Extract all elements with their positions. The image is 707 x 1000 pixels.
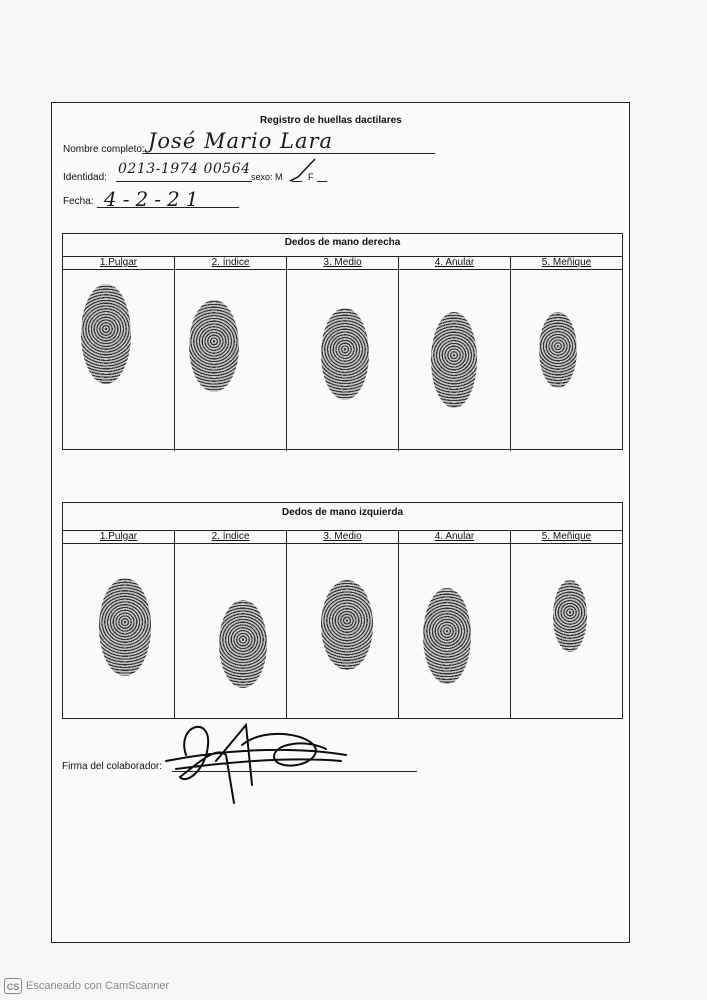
identidad-label: Identidad: [63,172,107,183]
right-pinky-print [539,312,577,388]
right-col-pinky: 5. Meñique [541,257,592,268]
right-index-print [189,300,239,392]
left-col-middle: 3. Medio [287,531,399,543]
left-ring-print [423,588,471,684]
nombre-value: José Mario Lara [148,129,334,153]
right-hand-heading: Dedos de mano derecha [63,234,622,257]
right-index-cell [175,270,287,451]
right-hand-columns [63,257,622,270]
left-thumb-cell [63,544,175,718]
left-thumb-print [99,578,151,676]
left-col-pinky: 5. Meñique [541,531,592,542]
signature-label: Firma del colaborador: [62,761,163,772]
sexo-f-line [317,181,327,182]
fingerprint-form [51,102,630,943]
nombre-line [142,153,435,154]
nombre-label: Nombre completo: [63,144,145,155]
left-middle-print [321,580,373,670]
fecha-value: 4-2-21 [104,187,205,211]
left-col-index: 2. índice [175,531,287,543]
camscanner-logo-icon: CS [4,978,22,994]
right-ring-cell [399,270,511,451]
sexo-f-label: F [308,172,314,182]
left-middle-cell [287,544,399,718]
right-middle-print [321,308,369,400]
left-col-thumb: 1.Pulgar [63,531,175,543]
left-hand-heading: Dedos de mano izquierda [63,503,622,531]
right-ring-print [431,312,477,408]
scanner-footer-text: Escaneado con CamScanner [26,980,170,992]
left-index-print [219,600,267,688]
scanner-footer [4,978,169,994]
right-middle-cell [287,270,399,451]
left-col-ring: 4. Anular [399,531,511,543]
form-title: Registro de huellas dactilares [260,115,402,126]
right-hand-cells [63,270,622,451]
identidad-line [116,181,252,182]
right-col-middle: 3. Medio [287,257,399,269]
right-col-index: 2. índice [175,257,287,269]
fecha-label: Fecha: [63,196,94,207]
right-hand-table [62,233,623,450]
identidad-value: 0213-1974 00564 [118,161,251,177]
left-hand-columns [63,531,622,544]
left-index-cell [175,544,287,718]
left-ring-cell [399,544,511,718]
sexo-label: sexo: M [251,172,283,182]
left-hand-cells [63,544,622,718]
right-col-thumb: 1.Pulgar [63,257,175,269]
left-pinky-print [553,580,587,652]
signature-drawing [156,715,356,811]
right-thumb-cell [63,270,175,451]
left-pinky-cell [511,544,622,718]
left-hand-table [62,502,623,719]
right-thumb-print [81,284,131,384]
right-pinky-cell [511,270,622,451]
right-col-ring: 4. Anular [399,257,511,269]
